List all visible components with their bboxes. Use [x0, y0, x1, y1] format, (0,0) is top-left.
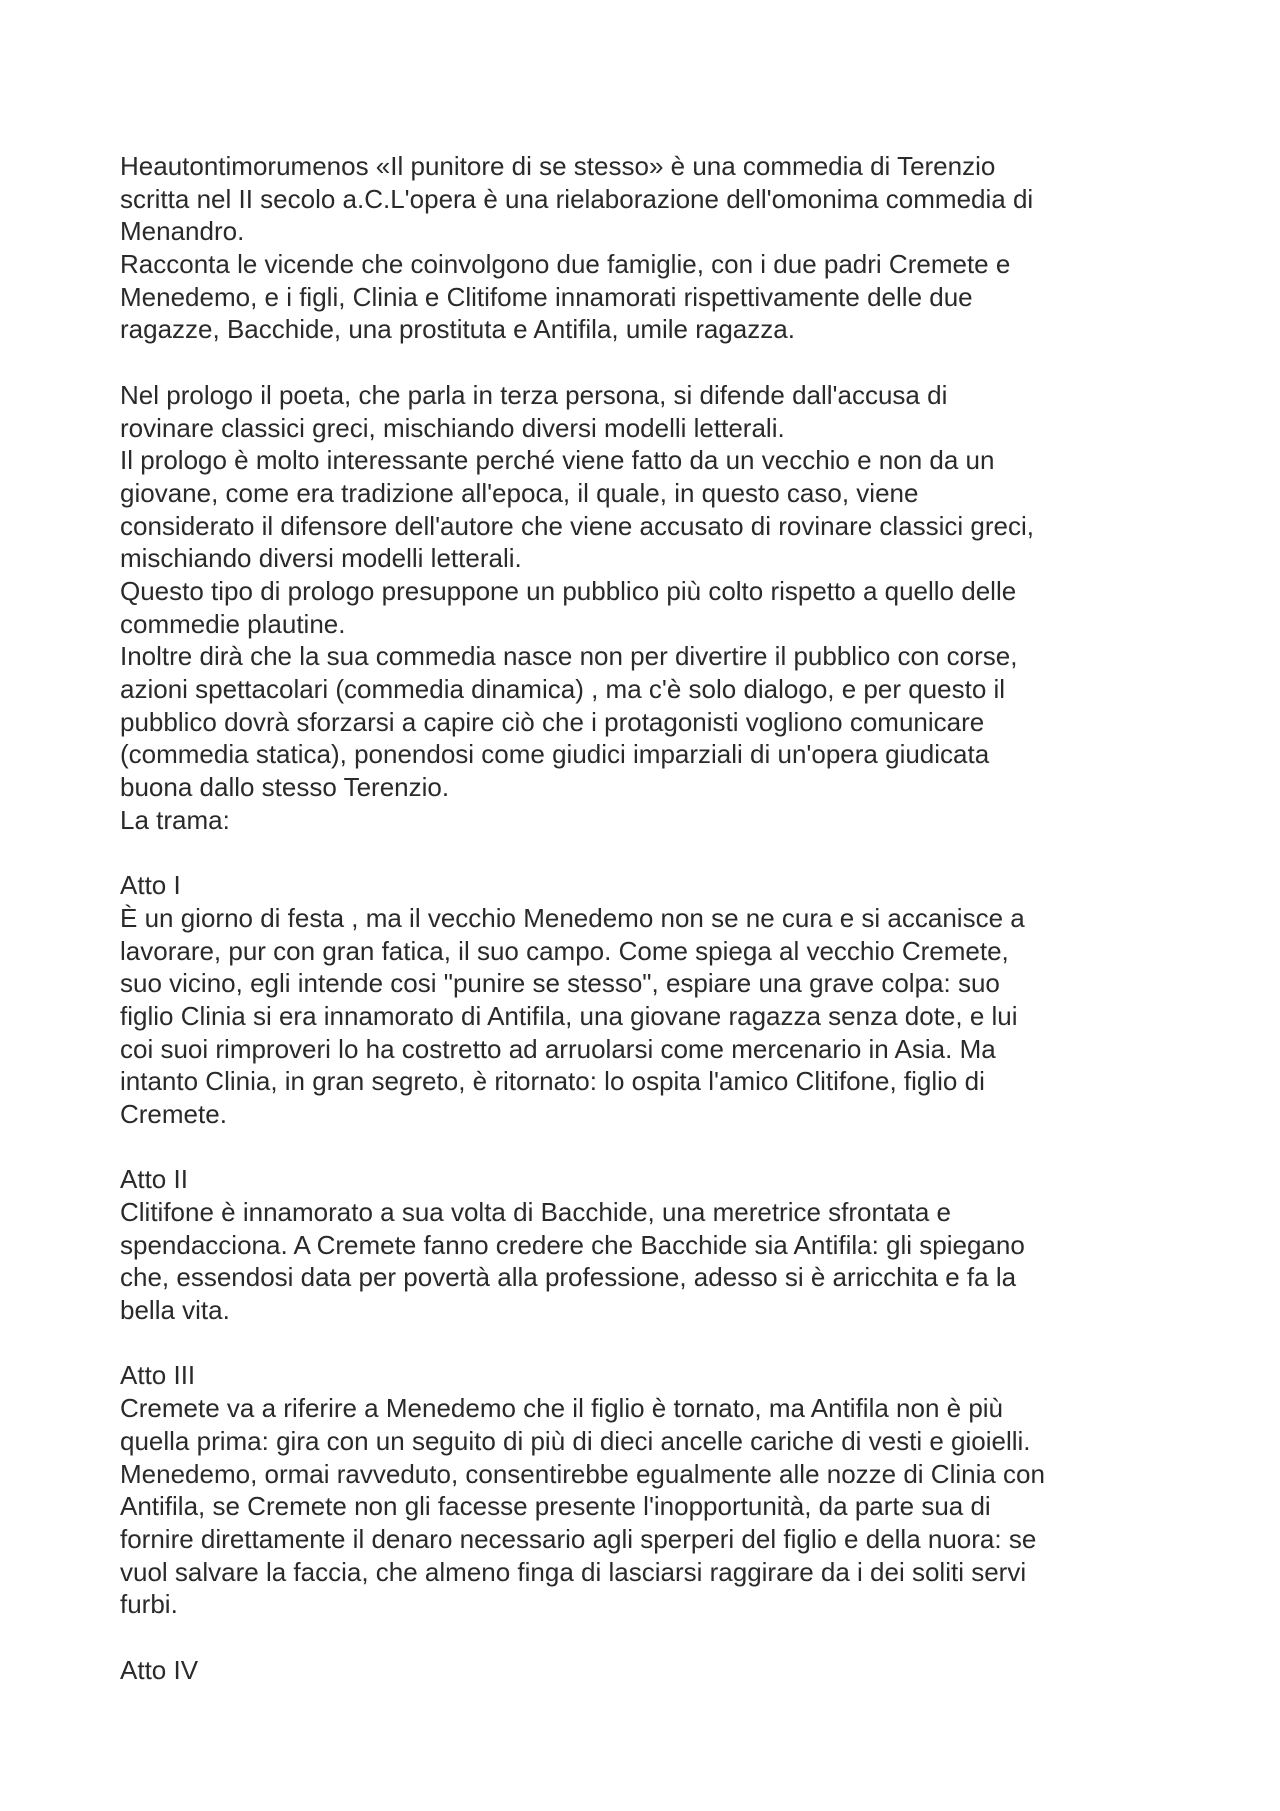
document-body — [120, 150, 1180, 1686]
text-line: considerato il difensore dell'autore che viene accusato di rovinare classici greci, — [120, 510, 1034, 541]
act-heading: Atto I — [120, 870, 181, 901]
text-line: La trama: — [120, 804, 230, 835]
intro-paragraph — [120, 150, 1180, 346]
act-section — [120, 1163, 1180, 1326]
prologue-paragraph — [120, 379, 1180, 837]
text-line: Cremete va a riferire a Menedemo che il figlio è tornato, ma Antifila non è più — [120, 1393, 1004, 1424]
act-heading: Atto IV — [120, 1654, 199, 1685]
text-line: quella prima: gira con un seguito di più di dieci ancelle cariche di vesti e gioielli. — [120, 1425, 1031, 1456]
text-line: commedie plautine. — [120, 608, 346, 639]
text-line: (commedia statica), ponendosi come giudici imparziali di un'opera giudicata — [120, 739, 990, 770]
blank-line — [120, 1621, 1180, 1654]
text-line: Questo tipo di prologo presuppone un pubblico più colto rispetto a quello delle — [120, 575, 1017, 606]
blank-line — [120, 836, 1180, 869]
text-line: azioni spettacolari (commedia dinamica) , ma c'è solo dialogo, e per questo il — [120, 674, 1006, 704]
text-line: che, essendosi data per povertà alla professione, adesso si è arricchita e fa la — [120, 1262, 1017, 1293]
text-line: suo vicino, egli intende cosi "punire se stesso", espiare una grave colpa: suo — [120, 968, 1000, 999]
text-line: rovinare classici greci, mischiando diversi modelli letterali. — [120, 412, 785, 443]
text-line: buona dallo stesso Terenzio. — [120, 772, 450, 803]
text-line: ragazze, Bacchide, una prostituta e Antifila, umile ragazza. — [120, 314, 795, 345]
text-line: Racconta le vicende che coinvolgono due famiglie, con i due padri Cremete e — [120, 249, 1011, 280]
act-section — [120, 869, 1180, 1131]
act-heading: Atto III — [120, 1360, 196, 1391]
blank-line — [120, 1327, 1180, 1360]
text-line: spendacciona. A Cremete fanno credere che Bacchide sia Antifila: gli spiegano — [120, 1229, 1025, 1260]
text-line: Menedemo, e i figli, Clinia e Clitifome innamorati rispettivamente delle due — [120, 281, 973, 312]
text-line: fornire direttamente il denaro necessario agli sperperi del figlio e della nuora: se — [120, 1523, 1037, 1554]
act-section — [120, 1654, 1180, 1687]
text-line: Il prologo è molto interessante perché viene fatto da un vecchio e non da un — [120, 445, 995, 476]
text-line: Heautontimorumenos «Il punitore di se stesso» è una commedia di Terenzio — [120, 151, 996, 181]
text-line: Clitifone è innamorato a sua volta di Bacchide, una meretrice sfrontata e — [120, 1197, 952, 1227]
text-line: Nel prologo il poeta, che parla in terza persona, si difende dall'accusa di — [120, 379, 948, 410]
text-line: vuol salvare la faccia, che almeno finga di lasciarsi raggirare da i dei soliti servi — [120, 1556, 1027, 1587]
text-line: scritta nel II secolo a.C.L'opera è una rielaborazione dell'omonima commedia di — [120, 183, 1034, 214]
text-line: lavorare, pur con gran fatica, il suo campo. Come spiega al vecchio Cremete, — [120, 935, 1009, 966]
text-line: Inoltre dirà che la sua commedia nasce non per divertire il pubblico con corse, — [120, 641, 1018, 672]
text-line: furbi. — [120, 1589, 178, 1620]
text-line: coi suoi rimproveri lo ha costretto ad arruolarsi come mercenario in Asia. Ma — [120, 1033, 996, 1064]
text-line: giovane, come era tradizione all'epoca, il quale, in questo caso, viene — [120, 477, 919, 508]
text-line: bella vita. — [120, 1295, 230, 1326]
text-line: pubblico dovrà sforzarsi a capire ciò che i protagonisti vogliono comunicare — [120, 706, 985, 737]
blank-line — [120, 1131, 1180, 1164]
text-line: Menedemo, ormai ravveduto, consentirebbe egualmente alle nozze di Clinia con — [120, 1458, 1045, 1489]
act-heading: Atto II — [120, 1164, 188, 1195]
text-line: Antifila, se Cremete non gli facesse presente l'inopportunità, da parte sua di — [120, 1491, 991, 1522]
blank-line — [120, 346, 1180, 379]
text-line: Cremete. — [120, 1098, 227, 1129]
text-line: figlio Clinia si era innamorato di Antifila, una giovane ragazza senza dote, e lui — [120, 1000, 1018, 1031]
text-line: mischiando diversi modelli letterali. — [120, 543, 522, 574]
text-line: intanto Clinia, in gran segreto, è ritornato: lo ospita l'amico Clitifone, figlio di — [120, 1066, 985, 1097]
text-line: È un giorno di festa , ma il vecchio Menedemo non se ne cura e si accanisce a — [120, 902, 1025, 933]
text-line: Menandro. — [120, 216, 245, 247]
act-section — [120, 1359, 1180, 1621]
